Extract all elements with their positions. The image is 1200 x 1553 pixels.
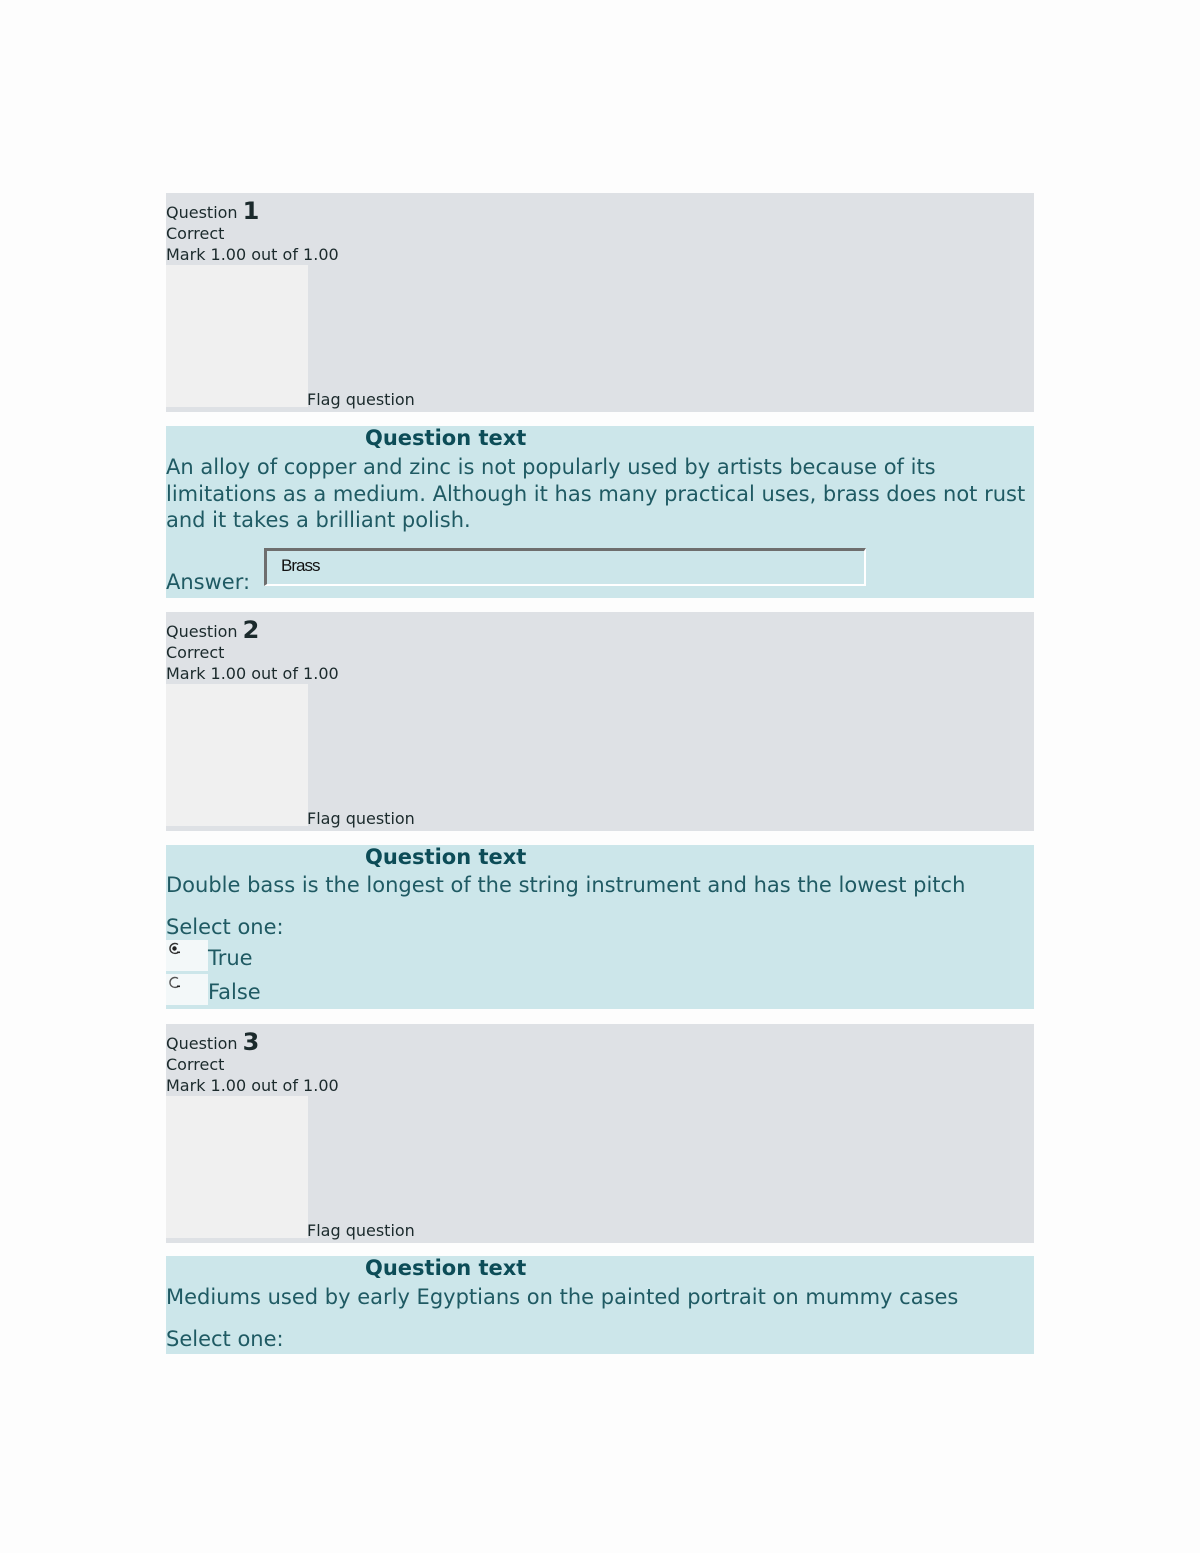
select-one-label: Select one: [166,1327,284,1351]
option-label[interactable]: False [208,980,261,1004]
question-number: Question 3 [166,1028,260,1056]
question-number: Question 1 [166,197,260,225]
question-text: Double bass is the longest of the string instrument and has the lowest pitch [166,873,966,897]
question-number: Question 2 [166,616,260,644]
question-text-heading: Question text [365,845,527,869]
question-state: Correct [166,224,225,243]
answer-label: Answer: [166,570,251,594]
question-state: Correct [166,643,225,662]
question-text-heading: Question text [365,1256,527,1280]
select-one-label: Select one: [166,915,284,939]
option-label[interactable]: True [208,946,253,970]
question-2-content [166,845,1034,1009]
question-grade: Mark 1.00 out of 1.00 [166,245,339,264]
question-text: An alloy of copper and zinc is not popularly used by artists because of its limitations as a medium. Although it has many practical uses, brass does not rust and it takes a brilliant polish. [166,455,1026,532]
question-3-info [166,1024,1034,1243]
question-2-info [166,612,1034,831]
question-3-content [166,1256,1034,1354]
question-text: Mediums used by early Egyptians on the painted portrait on mummy cases [166,1285,959,1309]
option-true[interactable] [166,940,286,972]
question-grade: Mark 1.00 out of 1.00 [166,664,339,683]
radio-checked-icon[interactable] [168,942,181,955]
flag-icon-area[interactable] [166,1096,308,1238]
question-1-info [166,193,1034,412]
flag-question-link[interactable]: Flag question [307,809,415,828]
flag-icon-area[interactable] [166,684,308,826]
question-state: Correct [166,1055,225,1074]
radio-unchecked-icon[interactable] [168,976,181,989]
option-false[interactable] [166,974,286,1006]
question-grade: Mark 1.00 out of 1.00 [166,1076,339,1095]
question-1-content [166,426,1034,598]
question-text-heading: Question text [365,426,527,450]
flag-question-link[interactable]: Flag question [307,390,415,409]
flag-question-link[interactable]: Flag question [307,1221,415,1240]
answer-input[interactable]: Brass [264,548,866,586]
flag-icon-area[interactable] [166,265,308,407]
